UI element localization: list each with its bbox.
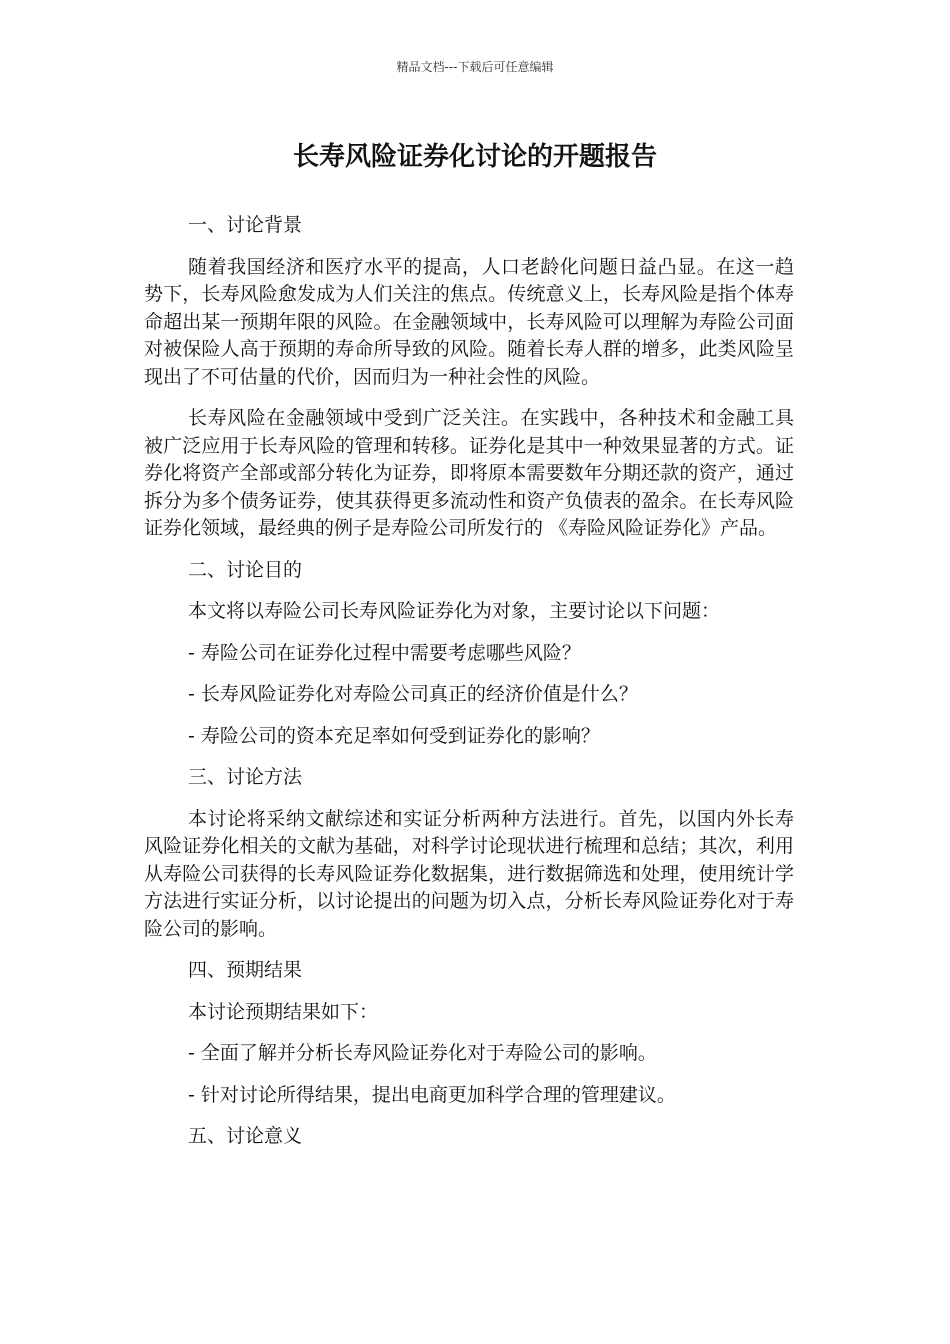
- purpose-intro: 本文将以寿险公司长寿风险证券化为对象，主要讨论以下问题：: [188, 600, 721, 622]
- purpose-question-1: - 寿险公司在证券化过程中需要考虑哪些风险？: [188, 641, 581, 664]
- section-heading-expected-results: 四、预期结果: [188, 959, 303, 981]
- method-paragraph: 本讨论将采纳文献综述和实证分析两种方法进行。首先，以国内外长寿风险证券化相关的文献为基础，对科学讨论现状进行梳理和总结；其次，利用从寿险公司获得的长寿风险证券化数据集，进行数据筛选和处理，使用统计学方法进行实证分析，以讨论提出的问题为切入点，分析长寿风险证券化对于寿险公司的影响。: [144, 807, 794, 940]
- section-heading-significance: 五、讨论意义: [188, 1125, 303, 1147]
- section-heading-background: 一、讨论背景: [188, 214, 303, 236]
- background-paragraph-1: 随着我国经济和医疗水平的提高，人口老龄化问题日益凸显。在这一趋势下，长寿风险愈发成为人们关注的焦点。传统意义上，长寿风险是指个体寿命超出某一预期年限的风险。在金融领域中，长寿风险可以理解为寿险公司面对被保险人高于预期的寿命所导致的风险。随着长寿人群的增多，此类风险呈现出了不可估量的代价，因而归为一种社会性的风险。: [144, 255, 794, 388]
- section-heading-purpose: 二、讨论目的: [188, 558, 303, 581]
- results-intro: 本讨论预期结果如下：: [188, 1000, 379, 1023]
- page-watermark-header: 精品文档---下载后可任意编辑: [396, 60, 554, 74]
- background-paragraph-2: 长寿风险在金融领域中受到广泛关注。在实践中，各种技术和金融工具被广泛应用于长寿风险的管理和转移。证券化是其中一种效果显著的方式。证券化将资产全部或部分转化为证券，即将原本需要数年分期还款的资产，通过拆分为多个债务证券，使其获得更多流动性和资产负债表的盈余。在长寿风险证券化领域，最经典的例子是寿险公司所发行的 《寿险风险证券化》产品。: [144, 407, 794, 539]
- document-title: 长寿风险证券化讨论的开题报告: [292, 142, 657, 172]
- section-heading-method: 三、讨论方法: [188, 766, 303, 788]
- purpose-question-2: - 长寿风险证券化对寿险公司真正的经济价值是什么？: [188, 683, 638, 705]
- purpose-question-3: - 寿险公司的资本充足率如何受到证券化的影响？: [188, 724, 600, 747]
- results-item-1: - 全面了解并分析长寿风险证券化对于寿险公司的影响。: [188, 1042, 657, 1064]
- results-item-2: - 针对讨论所得结果，提出电商更加科学合理的管理建议。: [188, 1083, 676, 1106]
- document-body: [144, 212, 794, 1165]
